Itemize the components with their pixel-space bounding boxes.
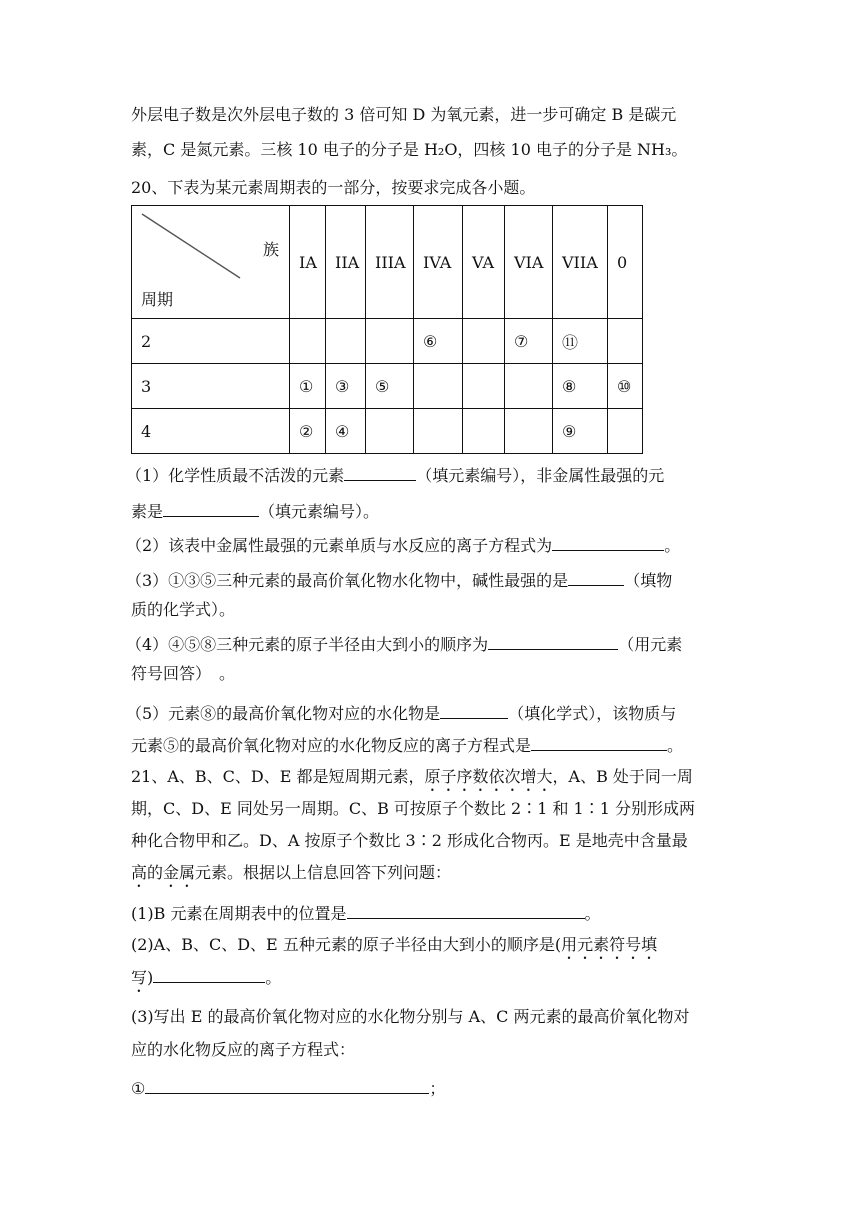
- group-header: IVA: [414, 206, 463, 319]
- q21-s3-text: ①: [131, 1079, 146, 1098]
- element-cell: ①: [290, 364, 326, 409]
- element-cell: [366, 409, 414, 454]
- q20-p1-text: 素是: [131, 502, 164, 521]
- answer-blank[interactable]: [488, 633, 618, 650]
- q21-sub3-line2: 应的水化物反应的离子方程式：: [131, 1040, 356, 1059]
- q21-emphasis-text: 写: [131, 968, 148, 987]
- q20-p2-text: （2）该表中金属性最强的元素单质与水反应的离子方程式为: [126, 536, 553, 555]
- q20-p5-text: 元素⑤的最高价氧化物对应的水化物反应的离子方程式是: [131, 736, 532, 755]
- element-cell: ④: [326, 409, 366, 454]
- q20-p5-text: 。: [667, 736, 684, 755]
- q20-part4-line2: 符号回答） 。: [131, 664, 236, 683]
- element-cell: [608, 409, 643, 454]
- q21-emphasis-text: 原子序数依次增大: [424, 767, 553, 786]
- element-cell: ⑧: [553, 364, 608, 409]
- element-cell: [505, 364, 553, 409]
- q20-p4-text: （4）④⑤⑧三种元素的原子半径由大到小的顺序为: [126, 635, 489, 654]
- element-cell: ②: [290, 409, 326, 454]
- q20-p1-text: （填元素编号）。: [259, 502, 380, 521]
- answer-blank[interactable]: [145, 1077, 429, 1094]
- q20-p5-text: （填化学式），该物质与: [508, 704, 677, 723]
- q21-sub2-line2: [131, 966, 281, 996]
- period-cell: 4: [132, 409, 290, 454]
- element-cell: ⑦: [505, 319, 553, 364]
- q20-p1-text: （1）化学性质最不活泼的元素: [126, 466, 345, 485]
- group-header: VIIA: [553, 206, 608, 319]
- periodic-table: [131, 205, 643, 454]
- group-header: VIA: [505, 206, 553, 319]
- q21-text: 元素。根据以上信息回答下列问题：: [195, 863, 452, 882]
- q21-s2-text: ): [147, 968, 154, 987]
- element-cell: ⑩: [608, 364, 643, 409]
- group-header: VA: [463, 206, 505, 319]
- q20-p1-text: （填元素编号），非金属性最强的元: [416, 466, 665, 485]
- q20-part1-line2: [131, 500, 379, 523]
- element-cell: [414, 409, 463, 454]
- intro-line-1: 外层电子数是次外层电子数的 3 倍可知 D 为氧元素，进一步可确定 B 是碳元: [131, 105, 677, 124]
- answer-blank[interactable]: [163, 500, 259, 517]
- q21-s2-text: 。: [265, 968, 282, 987]
- corner-period-label: 周期: [141, 290, 174, 309]
- q20-part5-line1: [126, 702, 676, 725]
- element-cell: [505, 409, 553, 454]
- table-row: [132, 409, 643, 454]
- element-cell: ③: [326, 364, 366, 409]
- q21-emphasis-text: 用元素符号填: [561, 935, 658, 954]
- q20-p2-text: 。: [664, 536, 681, 555]
- answer-blank[interactable]: [153, 966, 265, 983]
- element-cell: [608, 319, 643, 364]
- answer-blank[interactable]: [344, 464, 416, 481]
- element-cell: [290, 319, 326, 364]
- group-header: 0: [608, 206, 643, 319]
- q20-p5-text: （5）元素⑧的最高价氧化物对应的水化物是: [126, 704, 441, 723]
- q21-sub2-line1: [131, 934, 657, 963]
- q20-part1-line1: [126, 464, 664, 487]
- q21-emphasis-text: 金属: [163, 863, 196, 882]
- q21-line4: [131, 862, 451, 891]
- intro-line-2: 素，C 是氮元素。三核 10 电子的分子是 H₂O，四核 10 电子的分子是 NH₃。: [131, 140, 688, 159]
- q21-text: 21、A、B、C、D、E 都是短周期元素，: [131, 767, 425, 786]
- q21-line2: 期，C、D、E 同处另一周期。C、B 可按原子个数比 2∶1 和 1∶1 分别形成两: [131, 799, 695, 818]
- element-cell: ⑪: [553, 319, 608, 364]
- element-cell: [326, 319, 366, 364]
- element-cell: [366, 319, 414, 364]
- table-corner-cell: [132, 206, 290, 319]
- table-header-row: [132, 206, 643, 319]
- q21-text: ，A、B 处于同一周: [552, 767, 693, 786]
- q21-emphasis-text: 高: [131, 863, 148, 882]
- element-cell: ⑤: [366, 364, 414, 409]
- q21-sub1: [131, 902, 601, 925]
- answer-blank[interactable]: [347, 902, 585, 919]
- q20-part3-line1: [126, 569, 672, 592]
- corner-group-label: 族: [262, 240, 279, 259]
- element-cell: [463, 364, 505, 409]
- element-cell: ⑥: [414, 319, 463, 364]
- period-cell: 3: [132, 364, 290, 409]
- table-row: [132, 319, 643, 364]
- q21-s1-text: 。: [584, 904, 601, 923]
- q20-part2: [126, 534, 680, 557]
- group-header: IA: [290, 206, 326, 319]
- element-cell: ⑨: [553, 409, 608, 454]
- q20-p3-text: （填物: [624, 571, 673, 590]
- period-cell: 2: [132, 319, 290, 364]
- table-row: [132, 364, 643, 409]
- q21-line1: [131, 766, 693, 795]
- element-cell: [414, 364, 463, 409]
- group-header: IIA: [326, 206, 366, 319]
- q21-s2-text: (2)A、B、C、D、E 五种元素的原子半径由大到小的顺序是(: [131, 935, 562, 954]
- element-cell: [463, 409, 505, 454]
- q20-p4-text: （用元素: [618, 635, 683, 654]
- answer-blank[interactable]: [440, 702, 508, 719]
- group-header: IIIA: [366, 206, 414, 319]
- q21-line3: 种化合物甲和乙。D、A 按原子个数比 3∶2 形成化合物丙。E 是地壳中含量最: [131, 831, 688, 850]
- q21-sub3-line3: [131, 1077, 445, 1100]
- q20-part5-line2: [131, 734, 683, 757]
- answer-blank[interactable]: [568, 569, 624, 586]
- q20-p3-text: （3）①③⑤三种元素的最高价氧化物水化物中，碱性最强的是: [126, 571, 569, 590]
- q21-s1-text: (1)B 元素在周期表中的位置是: [131, 904, 347, 923]
- answer-blank[interactable]: [552, 534, 664, 551]
- element-cell: [463, 319, 505, 364]
- answer-blank[interactable]: [531, 734, 667, 751]
- q20-part3-line2: 质的化学式）。: [131, 600, 236, 619]
- q20-part4-line1: [126, 633, 682, 656]
- q21-s3-text: ；: [429, 1079, 446, 1098]
- q21-text: 的: [147, 863, 164, 882]
- q21-sub3-line1: (3)写出 E 的最高价氧化物对应的水化物分别与 A、C 两元素的最高价氧化物对: [131, 1007, 690, 1026]
- q20-title: 20、下表为某元素周期表的一部分，按要求完成各小题。: [131, 178, 536, 197]
